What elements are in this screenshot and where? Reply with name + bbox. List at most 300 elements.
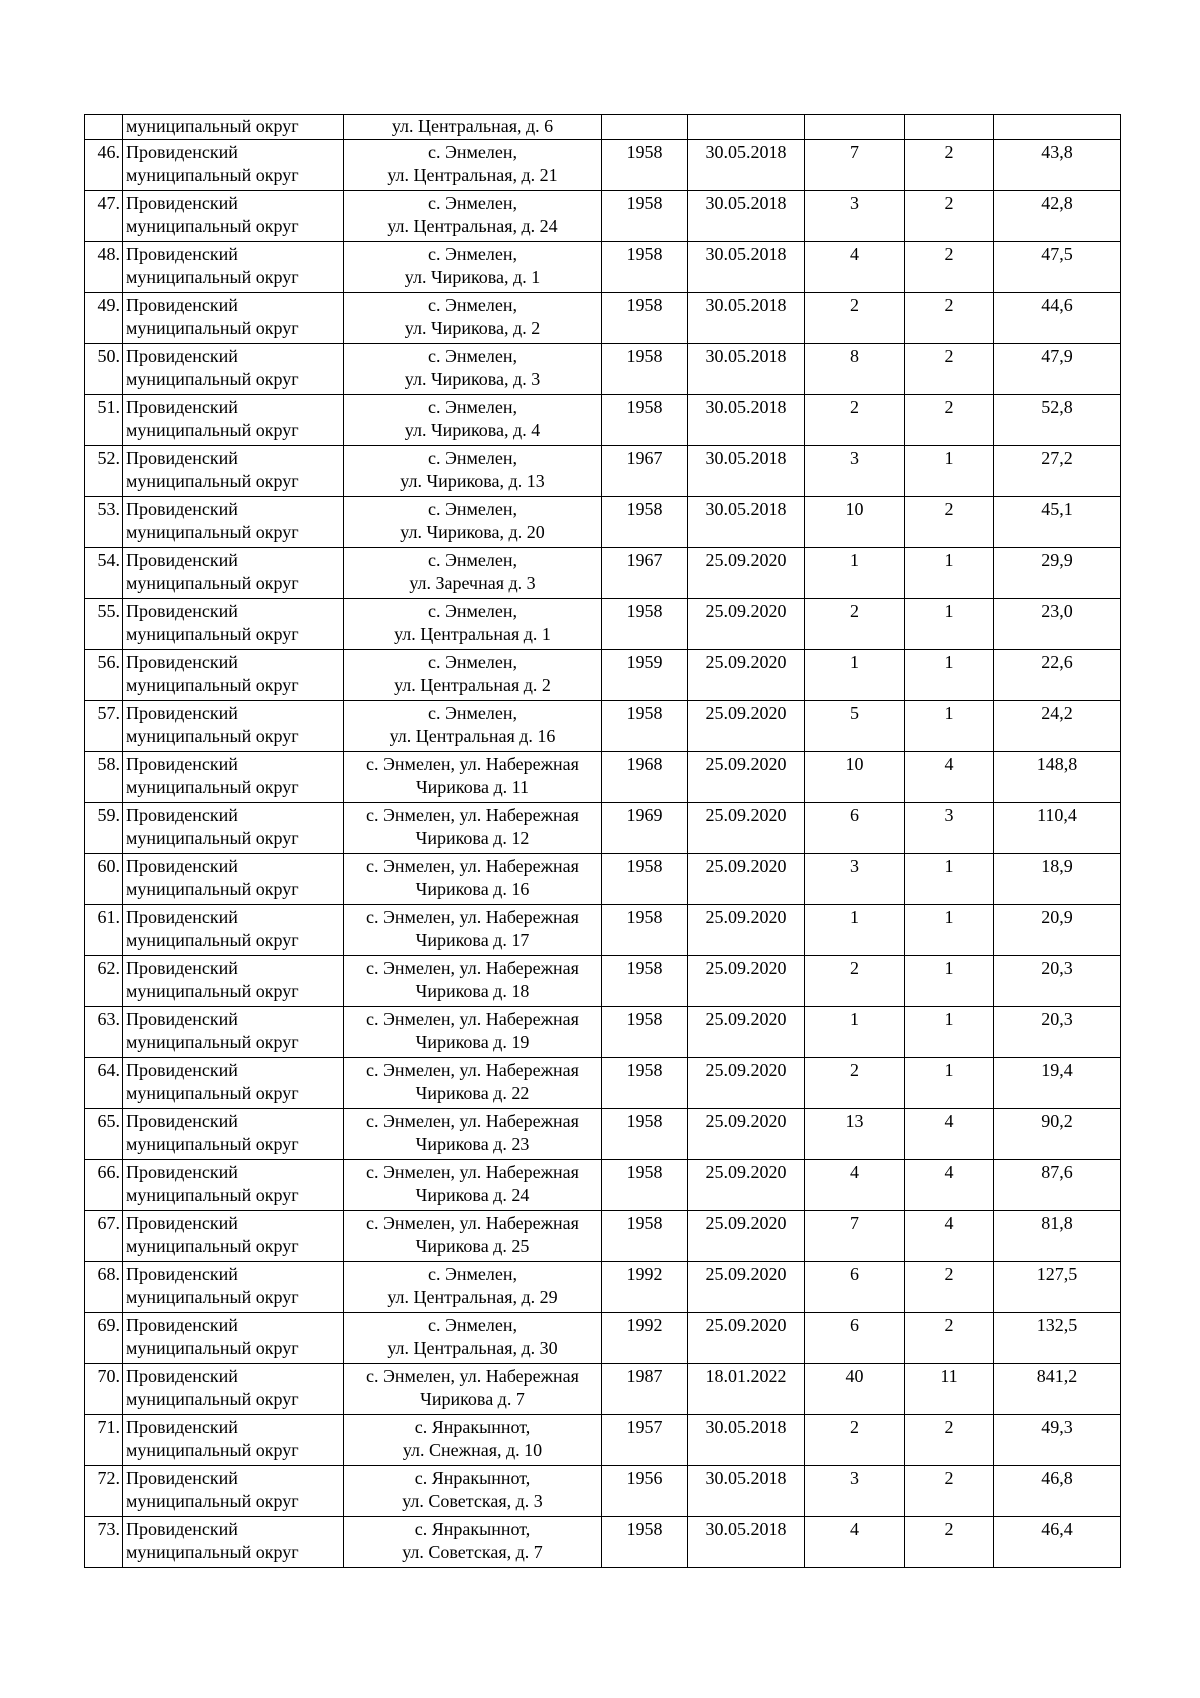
cell-col8: 110,4 — [994, 803, 1121, 854]
address-line-2: ул. Центральная, д. 30 — [387, 1338, 558, 1358]
cell-municipality: муниципальный округ — [123, 115, 344, 140]
municipality-line-1: Провиденский — [126, 1060, 238, 1080]
municipality-line-1: Провиденский — [126, 499, 238, 519]
table-row — [85, 1160, 1121, 1211]
cell-col8: 81,8 — [994, 1211, 1121, 1262]
cell-date: 30.05.2018 — [688, 497, 805, 548]
cell-col8 — [994, 115, 1121, 140]
cell-col7: 2 — [905, 1313, 994, 1364]
cell-col8: 87,6 — [994, 1160, 1121, 1211]
cell-col7: 2 — [905, 242, 994, 293]
municipality-line-2: муниципальный округ — [126, 624, 299, 644]
table-body — [85, 115, 1121, 1568]
municipality-line-1: Провиденский — [126, 1111, 238, 1131]
cell-municipality — [123, 446, 344, 497]
address-line-2: ул. Снежная, д. 10 — [402, 1440, 543, 1460]
municipality-line-2: муниципальный округ — [126, 1338, 299, 1358]
table-row — [85, 1211, 1121, 1262]
cell-col6: 3 — [805, 1466, 905, 1517]
address-line-1: с. Энмелен, ул. Набережная — [366, 1366, 579, 1386]
municipality-line-2: муниципальный округ — [126, 1491, 299, 1511]
cell-col7: 2 — [905, 395, 994, 446]
cell-col7: 4 — [905, 1109, 994, 1160]
cell-col6: 5 — [805, 701, 905, 752]
housing-registry-table — [84, 114, 1121, 1568]
cell-col7: 4 — [905, 752, 994, 803]
cell-col6: 6 — [805, 1313, 905, 1364]
cell-year: 1987 — [602, 1364, 688, 1415]
cell-address — [344, 854, 602, 905]
cell-year: 1958 — [602, 1109, 688, 1160]
cell-col7: 1 — [905, 650, 994, 701]
table-row — [85, 497, 1121, 548]
address-line-2: ул. Чирикова, д. 3 — [404, 369, 541, 389]
address-line-1: с. Энмелен, — [428, 1315, 517, 1335]
municipality-line-1: Провиденский — [126, 805, 238, 825]
cell-date: 25.09.2020 — [688, 1160, 805, 1211]
table-row — [85, 1007, 1121, 1058]
table-row — [85, 140, 1121, 191]
cell-col8: 18,9 — [994, 854, 1121, 905]
cell-year: 1992 — [602, 1262, 688, 1313]
cell-col6: 2 — [805, 1058, 905, 1109]
municipality-line-1: Провиденский — [126, 142, 238, 162]
table-row — [85, 293, 1121, 344]
cell-number: 71. — [85, 1415, 123, 1466]
address-line-1: с. Энмелен, ул. Набережная — [366, 805, 579, 825]
cell-col6: 1 — [805, 548, 905, 599]
cell-col7: 4 — [905, 1211, 994, 1262]
cell-address — [344, 242, 602, 293]
municipality-line-2: муниципальный округ — [126, 522, 299, 542]
municipality-line-2: муниципальный округ — [126, 318, 299, 338]
cell-col7: 3 — [905, 803, 994, 854]
cell-address — [344, 1364, 602, 1415]
address-line-1: с. Энмелен, — [428, 193, 517, 213]
address-line-2: ул. Центральная д. 16 — [389, 726, 556, 746]
address-line-2: ул. Чирикова, д. 2 — [404, 318, 541, 338]
address-line-1: с. Энмелен, — [428, 295, 517, 315]
cell-address — [344, 956, 602, 1007]
address-line-2: ул. Советская, д. 7 — [402, 1542, 543, 1562]
table-row — [85, 956, 1121, 1007]
cell-municipality — [123, 1364, 344, 1415]
cell-col7: 1 — [905, 854, 994, 905]
cell-address — [344, 1109, 602, 1160]
cell-municipality — [123, 242, 344, 293]
cell-col8: 52,8 — [994, 395, 1121, 446]
municipality-line-1: Провиденский — [126, 1417, 238, 1437]
table-row — [85, 191, 1121, 242]
cell-address — [344, 1313, 602, 1364]
cell-number: 57. — [85, 701, 123, 752]
cell-municipality — [123, 191, 344, 242]
cell-year: 1958 — [602, 956, 688, 1007]
address-line-1: с. Энмелен, ул. Набережная — [366, 1060, 579, 1080]
cell-col7: 2 — [905, 497, 994, 548]
address-line-2: ул. Центральная, д. 24 — [387, 216, 558, 236]
municipality-line-1: Провиденский — [126, 856, 238, 876]
municipality-line-1: Провиденский — [126, 550, 238, 570]
cell-municipality — [123, 1007, 344, 1058]
municipality-line-1: Провиденский — [126, 1366, 238, 1386]
cell-col7: 1 — [905, 446, 994, 497]
cell-col8: 46,8 — [994, 1466, 1121, 1517]
municipality-line-1: Провиденский — [126, 1519, 238, 1539]
cell-address — [344, 446, 602, 497]
cell-col8: 27,2 — [994, 446, 1121, 497]
address-line-2: ул. Центральная, д. 21 — [387, 165, 558, 185]
cell-address — [344, 1517, 602, 1568]
cell-col6: 2 — [805, 956, 905, 1007]
cell-municipality — [123, 497, 344, 548]
cell-col7: 1 — [905, 548, 994, 599]
cell-number: 62. — [85, 956, 123, 1007]
table-row — [85, 1415, 1121, 1466]
table-row — [85, 803, 1121, 854]
address-line-1: с. Энмелен, ул. Набережная — [366, 1111, 579, 1131]
cell-date: 30.05.2018 — [688, 1415, 805, 1466]
municipality-line-2: муниципальный округ — [126, 1083, 299, 1103]
cell-col7: 2 — [905, 1415, 994, 1466]
cell-municipality — [123, 803, 344, 854]
municipality-line-1: Провиденский — [126, 1315, 238, 1335]
municipality-line-1: Провиденский — [126, 652, 238, 672]
municipality-line-1: Провиденский — [126, 346, 238, 366]
cell-number: 64. — [85, 1058, 123, 1109]
cell-number: 65. — [85, 1109, 123, 1160]
address-line-1: с. Энмелен, — [428, 703, 517, 723]
cell-number: 69. — [85, 1313, 123, 1364]
address-line-2: ул. Советская, д. 3 — [402, 1491, 543, 1511]
cell-col8: 841,2 — [994, 1364, 1121, 1415]
cell-col6: 4 — [805, 242, 905, 293]
cell-year: 1958 — [602, 701, 688, 752]
municipality-line-1: Провиденский — [126, 193, 238, 213]
address-line-1: с. Энмелен, ул. Набережная — [366, 1009, 579, 1029]
cell-number: 72. — [85, 1466, 123, 1517]
cell-col8: 45,1 — [994, 497, 1121, 548]
cell-municipality — [123, 1160, 344, 1211]
table-row — [85, 395, 1121, 446]
cell-col7: 1 — [905, 599, 994, 650]
address-line-1: с. Энмелен, ул. Набережная — [366, 1162, 579, 1182]
cell-year: 1959 — [602, 650, 688, 701]
address-line-2: Чирикова д. 16 — [415, 879, 530, 899]
cell-date: 30.05.2018 — [688, 242, 805, 293]
cell-address — [344, 599, 602, 650]
cell-col8: 20,9 — [994, 905, 1121, 956]
address-line-2: ул. Центральная д. 2 — [394, 675, 551, 695]
cell-number: 49. — [85, 293, 123, 344]
cell-col8: 20,3 — [994, 956, 1121, 1007]
cell-municipality — [123, 701, 344, 752]
table-row — [85, 1058, 1121, 1109]
cell-date: 25.09.2020 — [688, 956, 805, 1007]
cell-municipality — [123, 395, 344, 446]
address-line-1: с. Энмелен, — [428, 346, 517, 366]
cell-col7: 2 — [905, 1517, 994, 1568]
cell-date: 30.05.2018 — [688, 395, 805, 446]
cell-number: 61. — [85, 905, 123, 956]
cell-col6 — [805, 115, 905, 140]
cell-address — [344, 1160, 602, 1211]
cell-address — [344, 1466, 602, 1517]
address-line-2: Чирикова д. 17 — [415, 930, 530, 950]
cell-year: 1958 — [602, 395, 688, 446]
address-line-1: с. Энмелен, ул. Набережная — [366, 754, 579, 774]
municipality-line-2: муниципальный округ — [126, 1134, 299, 1154]
table-row — [85, 446, 1121, 497]
cell-number: 47. — [85, 191, 123, 242]
cell-col7 — [905, 115, 994, 140]
cell-address — [344, 1058, 602, 1109]
table-row-continuation — [85, 115, 1121, 140]
address-line-1: с. Янракыннот, — [414, 1417, 531, 1437]
municipality-line-1: Провиденский — [126, 907, 238, 927]
cell-number: 52. — [85, 446, 123, 497]
cell-number: 67. — [85, 1211, 123, 1262]
cell-year: 1968 — [602, 752, 688, 803]
cell-date: 25.09.2020 — [688, 1007, 805, 1058]
address-line-1: с. Энмелен, — [428, 142, 517, 162]
address-line-1: с. Энмелен, — [428, 550, 517, 570]
address-line-2: ул. Центральная д. 1 — [394, 624, 551, 644]
address-line-1: с. Энмелен, — [428, 652, 517, 672]
municipality-line-2: муниципальный округ — [126, 981, 299, 1001]
cell-year: 1958 — [602, 599, 688, 650]
cell-date — [688, 115, 805, 140]
cell-year: 1958 — [602, 293, 688, 344]
table-row — [85, 701, 1121, 752]
address-line-2: Чирикова д. 19 — [415, 1032, 530, 1052]
cell-col7: 1 — [905, 905, 994, 956]
cell-col6: 1 — [805, 650, 905, 701]
municipality-line-1: Провиденский — [126, 244, 238, 264]
municipality-line-2: муниципальный округ — [126, 573, 299, 593]
municipality-line-1: Провиденский — [126, 1162, 238, 1182]
cell-col6: 4 — [805, 1160, 905, 1211]
table-row — [85, 344, 1121, 395]
cell-col7: 4 — [905, 1160, 994, 1211]
cell-col8: 47,5 — [994, 242, 1121, 293]
address-line-1: с. Энмелен, — [428, 448, 517, 468]
cell-number: 59. — [85, 803, 123, 854]
cell-col6: 7 — [805, 140, 905, 191]
cell-col6: 6 — [805, 803, 905, 854]
cell-year: 1957 — [602, 1415, 688, 1466]
cell-col8: 90,2 — [994, 1109, 1121, 1160]
table-row — [85, 854, 1121, 905]
municipality-line-1: Провиденский — [126, 397, 238, 417]
address-line-2: ул. Чирикова, д. 4 — [404, 420, 541, 440]
cell-col7: 1 — [905, 1007, 994, 1058]
cell-address — [344, 293, 602, 344]
cell-number: 73. — [85, 1517, 123, 1568]
cell-date: 18.01.2022 — [688, 1364, 805, 1415]
cell-date: 25.09.2020 — [688, 1109, 805, 1160]
municipality-line-2: муниципальный округ — [126, 369, 299, 389]
cell-address — [344, 548, 602, 599]
cell-municipality — [123, 599, 344, 650]
cell-number: 53. — [85, 497, 123, 548]
cell-col7: 11 — [905, 1364, 994, 1415]
table-row — [85, 1517, 1121, 1568]
cell-col8: 46,4 — [994, 1517, 1121, 1568]
cell-address — [344, 752, 602, 803]
cell-date: 25.09.2020 — [688, 599, 805, 650]
cell-number: 54. — [85, 548, 123, 599]
municipality-line-2: муниципальный округ — [126, 726, 299, 746]
cell-municipality — [123, 1313, 344, 1364]
municipality-line-2: муниципальный округ — [126, 1542, 299, 1562]
cell-col6: 2 — [805, 293, 905, 344]
cell-year: 1992 — [602, 1313, 688, 1364]
address-line-2: Чирикова д. 11 — [415, 777, 530, 797]
cell-address — [344, 497, 602, 548]
address-line-1: с. Энмелен, ул. Набережная — [366, 856, 579, 876]
address-line-1: с. Энмелен, — [428, 397, 517, 417]
cell-date: 30.05.2018 — [688, 1466, 805, 1517]
municipality-line-2: муниципальный округ — [126, 1389, 299, 1409]
cell-col6: 3 — [805, 446, 905, 497]
cell-date: 30.05.2018 — [688, 293, 805, 344]
municipality-line-2: муниципальный округ — [126, 828, 299, 848]
cell-col6: 1 — [805, 1007, 905, 1058]
table-row — [85, 1109, 1121, 1160]
cell-col6: 1 — [805, 905, 905, 956]
cell-col6: 2 — [805, 1415, 905, 1466]
cell-date: 25.09.2020 — [688, 701, 805, 752]
cell-date: 25.09.2020 — [688, 803, 805, 854]
cell-col6: 2 — [805, 599, 905, 650]
cell-municipality — [123, 344, 344, 395]
municipality-line-2: муниципальный округ — [126, 879, 299, 899]
cell-col6: 6 — [805, 1262, 905, 1313]
cell-col7: 1 — [905, 701, 994, 752]
cell-col8: 42,8 — [994, 191, 1121, 242]
municipality-line-1: Провиденский — [126, 448, 238, 468]
table-row — [85, 1262, 1121, 1313]
municipality-line-2: муниципальный округ — [126, 267, 299, 287]
cell-number: 66. — [85, 1160, 123, 1211]
cell-number: 46. — [85, 140, 123, 191]
address-line-1: с. Энмелен, — [428, 499, 517, 519]
cell-col8: 148,8 — [994, 752, 1121, 803]
cell-municipality — [123, 1109, 344, 1160]
cell-address — [344, 395, 602, 446]
cell-municipality — [123, 752, 344, 803]
municipality-line-1: Провиденский — [126, 1009, 238, 1029]
cell-col6: 2 — [805, 395, 905, 446]
cell-year: 1958 — [602, 854, 688, 905]
cell-col8: 44,6 — [994, 293, 1121, 344]
municipality-line-2: муниципальный округ — [126, 471, 299, 491]
municipality-line-2: муниципальный округ — [126, 675, 299, 695]
table-row — [85, 1466, 1121, 1517]
cell-year: 1958 — [602, 191, 688, 242]
cell-col6: 40 — [805, 1364, 905, 1415]
table-row — [85, 242, 1121, 293]
cell-date: 25.09.2020 — [688, 548, 805, 599]
cell-municipality — [123, 1058, 344, 1109]
cell-year: 1958 — [602, 1517, 688, 1568]
municipality-line-1: Провиденский — [126, 754, 238, 774]
cell-year — [602, 115, 688, 140]
cell-col8: 47,9 — [994, 344, 1121, 395]
cell-number: 51. — [85, 395, 123, 446]
municipality-line-1: Провиденский — [126, 1468, 238, 1488]
cell-municipality — [123, 854, 344, 905]
cell-col6: 8 — [805, 344, 905, 395]
cell-municipality — [123, 1517, 344, 1568]
cell-address: ул. Центральная, д. 6 — [344, 115, 602, 140]
cell-address — [344, 701, 602, 752]
municipality-line-2: муниципальный округ — [126, 1236, 299, 1256]
municipality-line-2: муниципальный округ — [126, 1185, 299, 1205]
table-row — [85, 1313, 1121, 1364]
address-line-1: с. Энмелен, — [428, 1264, 517, 1284]
cell-col7: 2 — [905, 191, 994, 242]
cell-year: 1958 — [602, 140, 688, 191]
cell-number: 48. — [85, 242, 123, 293]
table-row — [85, 650, 1121, 701]
cell-year: 1958 — [602, 344, 688, 395]
cell-number: 55. — [85, 599, 123, 650]
address-line-1: с. Энмелен, ул. Набережная — [366, 907, 579, 927]
cell-address — [344, 140, 602, 191]
address-line-2: Чирикова д. 12 — [415, 828, 530, 848]
cell-col6: 10 — [805, 752, 905, 803]
address-line-2: Чирикова д. 18 — [415, 981, 530, 1001]
address-line-2: Чирикова д. 23 — [415, 1134, 530, 1154]
municipality-line-1: Провиденский — [126, 1213, 238, 1233]
cell-col6: 13 — [805, 1109, 905, 1160]
cell-municipality — [123, 1211, 344, 1262]
municipality-line-2: муниципальный округ — [126, 216, 299, 236]
cell-number: 63. — [85, 1007, 123, 1058]
cell-address — [344, 1211, 602, 1262]
cell-date: 30.05.2018 — [688, 191, 805, 242]
cell-col8: 49,3 — [994, 1415, 1121, 1466]
cell-municipality — [123, 1262, 344, 1313]
cell-municipality — [123, 548, 344, 599]
cell-municipality — [123, 905, 344, 956]
cell-date: 25.09.2020 — [688, 1262, 805, 1313]
cell-date: 25.09.2020 — [688, 905, 805, 956]
cell-municipality — [123, 140, 344, 191]
address-line-2: ул. Центральная, д. 29 — [387, 1287, 558, 1307]
municipality-line-1: Провиденский — [126, 958, 238, 978]
cell-col8: 43,8 — [994, 140, 1121, 191]
cell-date: 25.09.2020 — [688, 650, 805, 701]
address-line-2: ул. Чирикова, д. 13 — [400, 471, 545, 491]
cell-municipality — [123, 1415, 344, 1466]
cell-address — [344, 1262, 602, 1313]
municipality-line-2: муниципальный округ — [126, 1440, 299, 1460]
cell-address — [344, 803, 602, 854]
cell-municipality — [123, 1466, 344, 1517]
address-line-1: с. Янракыннот, — [414, 1468, 531, 1488]
cell-date: 25.09.2020 — [688, 1058, 805, 1109]
cell-year: 1969 — [602, 803, 688, 854]
cell-year: 1958 — [602, 1058, 688, 1109]
cell-col6: 3 — [805, 854, 905, 905]
municipality-line-2: муниципальный округ — [126, 165, 299, 185]
cell-col7: 2 — [905, 344, 994, 395]
cell-number: 60. — [85, 854, 123, 905]
cell-municipality — [123, 956, 344, 1007]
